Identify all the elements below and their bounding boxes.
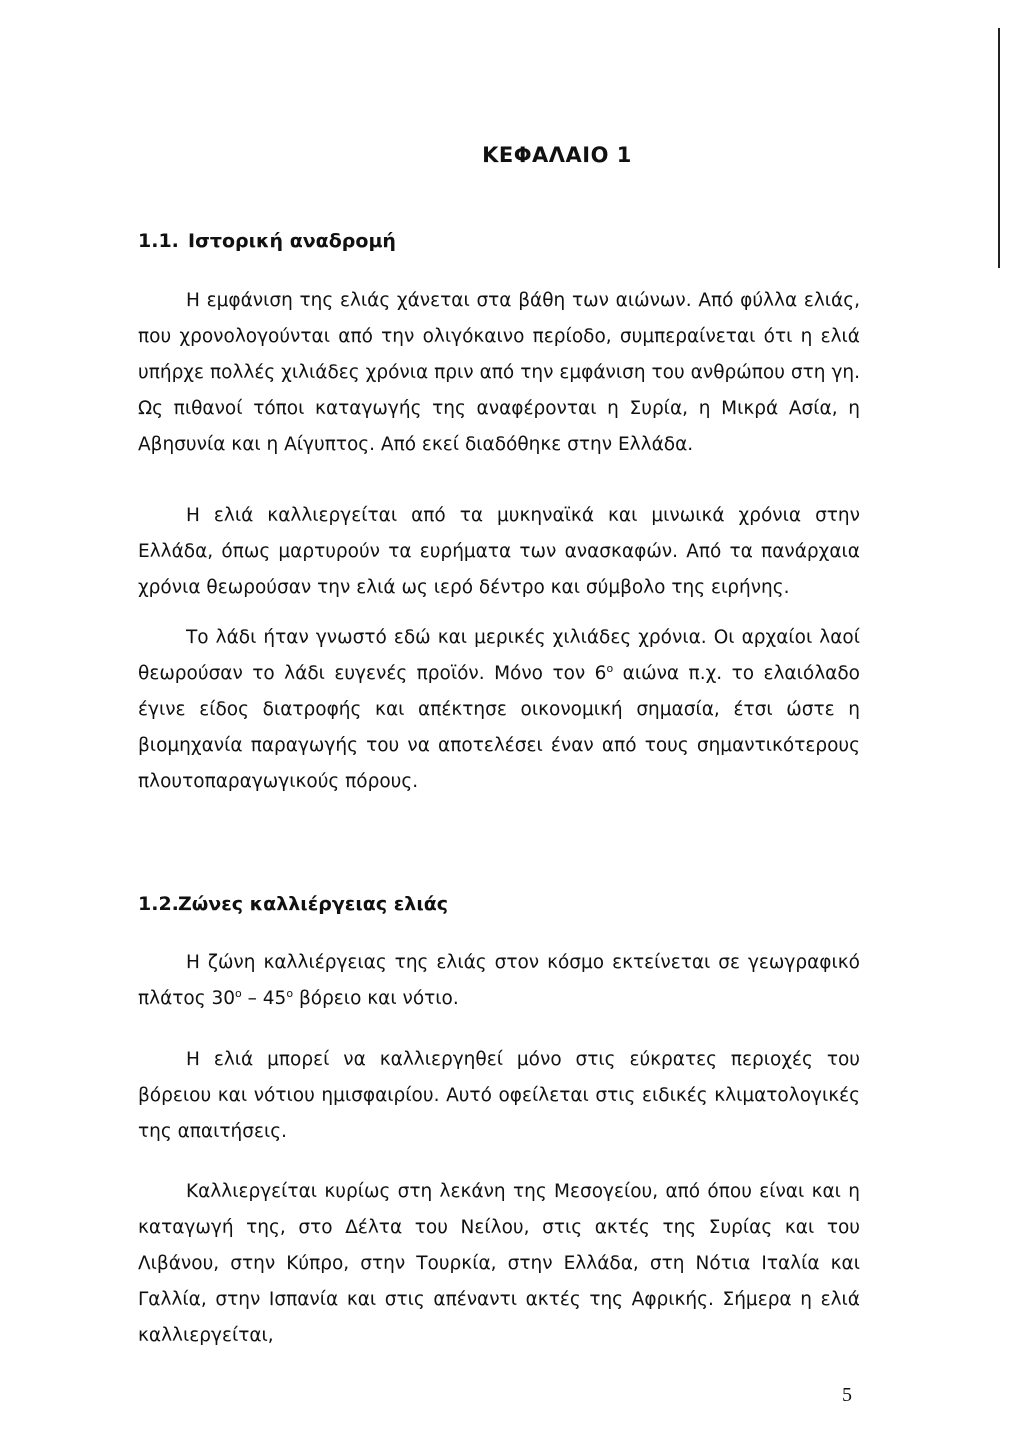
section-number: 1.1. <box>138 230 179 252</box>
paragraph-cultivation-zone: Η ζώνη καλλιέργειας της ελιάς στον κόσμο εκτείνεται σε γεωγραφικό πλάτος $30^o - 45^o$ βόρειο και νότιο. <box>138 952 860 1009</box>
paragraph-origins: Η εμφάνιση της ελιάς χάνεται στα βάθη των αιώνων. Από φύλλα ελιάς, που χρονολογούνται από την ολιγόκαινο περίοδο, συμπεραίνεται ότι η ελιά υπήρχε πολλές χιλιάδες χρόνια πριν από την εμφάνιση του ανθρώπου στη γη. Ως πιθανοί τόποι καταγωγής της αναφέρονται η Συρία, η Μικρά Ασία, η Αβησυνία και η Αίγυπτος. Από εκεί διαδόθηκε στην Ελλάδα. <box>138 290 860 455</box>
paragraph-olive-oil: Το λάδι ήταν γνωστό εδώ και μερικές χιλιάδες χρόνια. Οι αρχαίοι λαοί θεωρούσαν το λάδι ευγενές προϊόν. Μόνο τον $6^o$ αιώνα π.χ. το ελαιόλαδο έγινε είδος διατροφής και απέκτησε οικονομική σημασία, έτσι ώστε η βιομηχανία παραγωγής του να αποτελέσει έναν από τους σημαντικότερους πλουτοπαραγωγικούς πόρους. <box>138 627 860 792</box>
page-number: 5 <box>842 1384 852 1406</box>
chapter-title: ΚΕΦΑΛΑΙΟ 1 <box>482 143 632 167</box>
section-title: Ιστορική αναδρομή <box>188 230 396 252</box>
section-number: 1.2. <box>138 893 179 915</box>
section-heading-1-1 <box>138 230 396 252</box>
superscript: ο <box>235 987 242 1000</box>
section-title: Ζώνες καλλιέργειας ελιάς <box>178 893 449 915</box>
superscript: ο <box>606 662 614 675</box>
superscript: ο <box>286 987 294 1000</box>
paragraph-ancient-greece: Η ελιά καλλιεργείται από τα μυκηναϊκά και μινωικά χρόνια στην Ελλάδα, όπως μαρτυρούν τα ευρήματα των ανασκαφών. Από τα πανάρχαια χρόνια θεωρούσαν την ελιά ως ιερό δέντρο και σύμβολο της ειρήνης. <box>138 505 860 598</box>
paragraph-temperate-regions: Η ελιά μπορεί να καλλιεργηθεί μόνο στις εύκρατες περιοχές του βόρειου και νότιου ημισφαιρίου. Αυτό οφείλεται στις ειδικές κλιματολογικές της απαιτήσεις. <box>138 1049 860 1142</box>
section-heading-1-2 <box>138 893 448 915</box>
paragraph-mediterranean: Καλλιεργείται κυρίως στη λεκάνη της Μεσογείου, από όπου είναι και η καταγωγή της, στο Δέλτα του Νείλου, στις ακτές της Συρίας και του Λιβάνου, στην Κύπρο, στην Τουρκία, στην Ελλάδα, στη Νότια Ιταλία και Γαλλία, στην Ισπανία και στις απέναντι ακτές της Αφρικής. Σήμερα η ελιά καλλιεργείται, <box>138 1181 860 1346</box>
